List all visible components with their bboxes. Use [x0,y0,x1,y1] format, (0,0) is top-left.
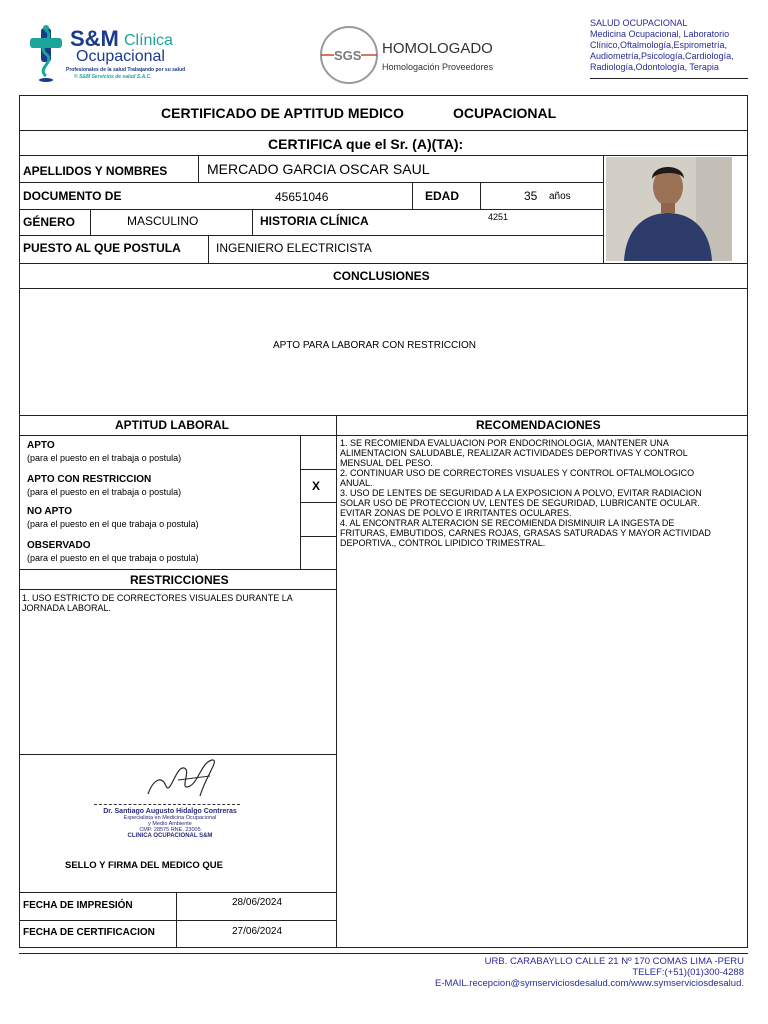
col-divider [90,209,91,235]
recommendation-line: SOLAR USO DE PROTECCION UV, LENTES DE SEGURIDAD, LUBRICANTE OCULAR. [340,498,700,508]
conclusions-text: APTO PARA LABORAR CON RESTRICCION [273,340,477,351]
services-title: SALUD OCUPACIONAL [590,18,688,28]
services-line: Audiometría,Psicología,Cardiología, [590,51,734,61]
document-label: DOCUMENTO DE [23,189,122,203]
row-divider [19,182,603,183]
services-box [590,18,750,73]
document-value: 45651046 [275,190,329,204]
sgs-mark: SGS [334,48,362,63]
option-title: APTO CON RESTRICCION [27,474,152,485]
recommendation-line: 2. CONTINUAR USO DE CORRECTORES VISUALES Y CONTROL OFTALMOLOGICO [340,468,695,478]
recommendation-line: MENSUAL DEL PESO. [340,458,433,468]
row-divider [19,155,748,156]
option-title: APTO [27,440,55,451]
row-divider [19,920,336,921]
row-divider [19,288,748,289]
certification-date-value: 27/06/2024 [232,926,283,937]
doctor-registry: CMP. 28575 RNE. 23005 [139,827,201,833]
signature-line [94,804,240,805]
footer-address: URB. CARABAYLLO CALLE 21 Nº 170 COMAS LIMA -PERU [484,956,744,967]
row-divider [19,569,336,570]
col-divider [252,209,253,235]
print-date-label: FECHA DE IMPRESIÓN [23,900,133,911]
services-line: Radiología,Odontología, Terapia [590,62,719,72]
recommendations-heading: RECOMENDACIONES [476,418,601,432]
header-divider [590,78,748,79]
logo-sub: Ocupacional [76,48,165,65]
aptitude-option-apto-con-restriccion [27,474,181,497]
row-divider [19,892,336,893]
restrictions-text [22,593,332,613]
certification-date-label: FECHA DE CERTIFICACION [23,927,155,938]
restrictions-heading: RESTRICCIONES [130,573,229,587]
recommendation-line: ANUAL. [340,478,373,488]
person-portrait-icon [606,157,732,261]
homologacion-subtitle: Homologación Proveedores [382,62,494,72]
doctor-stamp [80,756,260,856]
row-divider [300,536,336,537]
clinical-history-value: 4251 [488,212,509,222]
footer-email: E-MAIL.recepcion@symserviciosdesalud.com/www.symserviciosdesalud. [435,978,744,989]
clinic-logo [24,22,214,84]
doctor-specialty: Especialista en Medicina Ocupacional [123,815,217,821]
row-divider [19,263,748,264]
age-unit: años [549,191,571,202]
col-divider [603,155,604,263]
footer [300,956,744,989]
logo-tagline: Profesionales de la salud Trabajando por su salud [66,67,186,73]
recommendation-line: ALIMENTACION SALUDABLE, REALIZAR ACTIVIDADES DEPORTIVAS Y CONTROL [340,448,688,458]
gender-label: GÉNERO [23,215,76,229]
row-divider [300,469,336,470]
footer-divider [19,953,748,954]
col-divider [208,235,209,263]
logo-brand: S&M [70,26,119,51]
aptitude-heading: APTITUD LABORAL [115,418,229,432]
conclusions-heading: CONCLUSIONES [333,269,430,283]
option-title: NO APTO [27,506,73,517]
patient-photo [606,157,732,261]
aptitude-option-observado [27,540,199,563]
position-value: INGENIERO ELECTRICISTA [216,241,372,255]
gender-value: MASCULINO [127,214,199,228]
option-subtitle: (para el puesto en el que trabaja o postula) [27,519,199,529]
recommendation-line: 3. USO DE LENTES DE SEGURIDAD A LA EXPOSICION A POLVO, EVITAR RADIACION [340,488,702,498]
row-divider [19,415,748,416]
recommendation-line: 4. AL ENCONTRAR ALTERACION SE RECOMIENDA DISMINUIR LA INGESTA DE [340,518,675,528]
medical-cross-icon [26,24,68,82]
col-divider [412,182,413,209]
logo-clinic: Clínica [124,32,173,49]
services-line: Medicina Ocupacional, Laboratorio [590,29,730,39]
logo-copyright: © S&M Servicios de salud S.A.C. [74,74,152,80]
recommendation-line: FRITURAS, EMBUTIDOS, CARNES ROJAS, GRASAS SATURADAS Y MAYOR ACTIVIDAD [340,528,711,538]
names-label: APELLIDOS Y NOMBRES [23,164,168,178]
certificate-title: CERTIFICADO DE APTITUD MEDICO [161,105,404,121]
position-label: PUESTO AL QUE POSTULA [23,241,181,255]
names-value: MERCADO GARCIA OSCAR SAUL [207,161,430,177]
col-divider [198,155,199,182]
certificate-title-right: OCUPACIONAL [453,105,557,121]
option-subtitle: (para el puesto en el trabaja o postula) [27,487,182,497]
row-divider [19,235,603,236]
services-line: Clínico,Oftalmología,Espirometría, [590,40,728,50]
row-divider [19,754,336,755]
option-subtitle: (para el puesto en el trabaja o postula) [27,453,182,463]
footer-phone: TELEF:(+51)(01)300-4288 [632,967,744,978]
col-divider [336,892,337,948]
handwritten-signature-icon [140,756,230,802]
col-divider [480,182,481,209]
signature-caption: SELLO Y FIRMA DEL MEDICO QUE [65,860,223,871]
row-divider [300,502,336,503]
row-divider [19,589,336,590]
recommendation-line: DEPORTIVA., CONTROL LIPIDICO TRIMESTRAL. [340,538,546,548]
stamp-text [80,808,260,839]
option-title: OBSERVADO [27,540,91,551]
clinical-history-label: HISTORIA CLÍNICA [260,214,369,228]
aptitude-mark: X [312,479,321,493]
print-date-value: 28/06/2024 [232,897,283,908]
homologado-title: HOMOLOGADO [382,40,493,57]
recommendation-line: EVITAR ZONAS DE POLVO E IRRITANTES OCULARES. [340,508,572,518]
col-divider [336,415,337,892]
age-label: EDAD [425,189,460,203]
sgs-homologation-logo [318,24,508,86]
doctor-specialty: y Medio Ambiente [148,821,192,827]
row-divider [19,435,748,436]
row-divider [19,209,603,210]
certifica-heading: CERTIFICA que el Sr. (A)(TA): [268,136,464,152]
aptitude-option-no-apto [27,506,199,529]
doctor-name: Dr. Santiago Augusto Hidalgo Contreras [103,808,237,815]
restriction-line: JORNADA LABORAL. [22,603,112,613]
aptitude-option-apto [27,440,181,463]
age-value: 35 [524,189,538,203]
stamp-clinic: CLINICA OCUPACIONAL S&M [127,833,213,839]
recommendation-line: 1. SE RECOMIENDA EVALUACION POR ENDOCRINOLOGIA, MANTENER UNA [340,438,669,448]
option-subtitle: (para el puesto en el que trabaja o postula) [27,553,199,563]
row-divider [19,130,748,131]
recommendations-text [340,438,745,548]
restriction-line: 1. USO ESTRICTO DE CORRECTORES VISUALES DURANTE LA [22,593,293,603]
